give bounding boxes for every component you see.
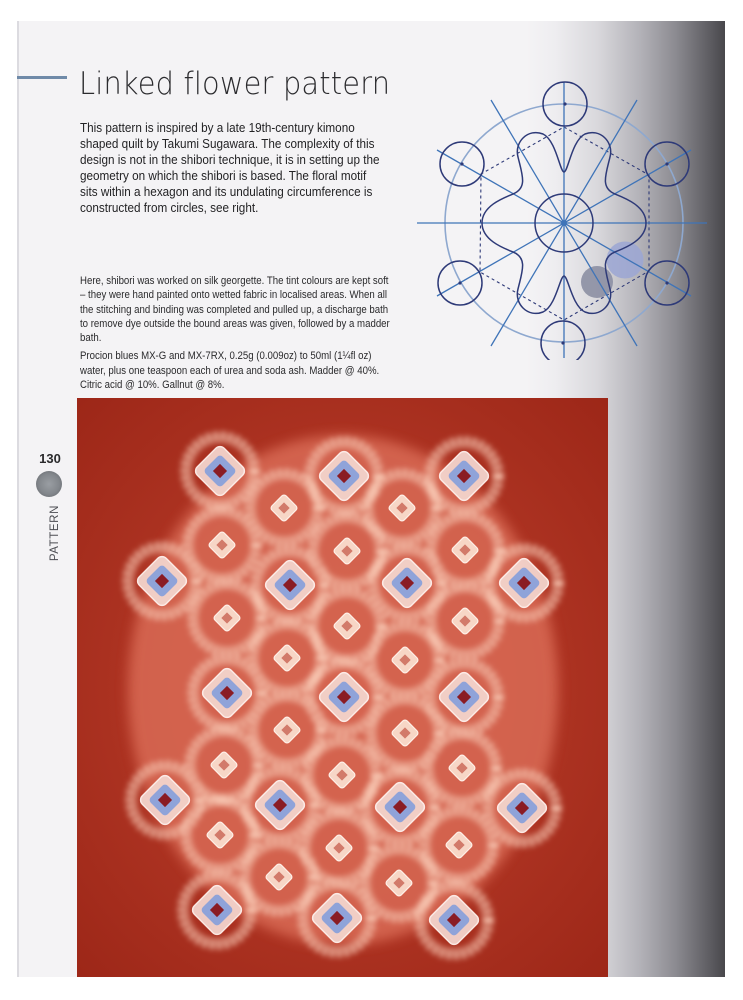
shaded-circles: [581, 242, 644, 299]
flower-construction-diagram: [410, 75, 720, 360]
page-edge: [17, 21, 19, 977]
heading-rule: [17, 76, 67, 79]
geometry-diagram: [410, 75, 720, 360]
technique-details: [80, 274, 394, 396]
radial-guide-lines: [417, 82, 707, 358]
shibori-fabric-photo: [77, 398, 608, 977]
page-title: Linked flower pattern: [79, 66, 391, 102]
intro-paragraph: This pattern is inspired by a late 19th-century kimono shaped quilt by Takumi Sugawara. The complexity of this design is not in the shibori technique, it is in setting up the geometry on which the shibori is based. The floral motif sits within a hexagon and its undulating circumference is constructed from circles, see right.: [80, 121, 380, 216]
section-label: PATTERN: [49, 505, 61, 562]
technique-paragraph: Here, shibori was worked on silk georgette. The tint colours are kept soft – they were hand painted onto wetted fabric in localised areas. When all the stitching and binding was completed and pulled up, a discharge bath to remove dye outside the bound areas was given, followed by a madder bath.: [80, 275, 390, 345]
page-number: 130: [39, 451, 61, 466]
gray-circle-tab-icon: [36, 471, 62, 497]
shibori-pattern-illustration: [77, 398, 608, 977]
recipe-paragraph: Procion blues MX-G and MX-7RX, 0.25g (0.009oz) to 50ml (1¼fl oz) water, plus one teaspoon each of urea and soda ash. Madder @ 40%. Citric acid @ 10%. Gallnut @ 8%.: [80, 350, 380, 392]
